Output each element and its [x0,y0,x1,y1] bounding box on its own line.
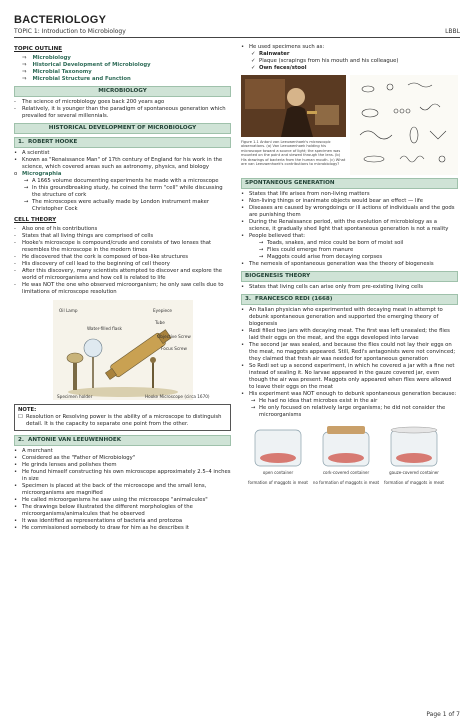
list-item: - Also one of his contributions [14,226,98,232]
fig-label-flask: Water-filled flask [86,326,122,331]
note-label: NOTE: [18,407,37,413]
list-item: • He grinds lenses and polishes them [14,462,117,468]
fig-label-eyepiece: Eyepiece [152,308,172,313]
painting-image [241,75,346,137]
list-item: • It was identified as representations of bacteria and protozoa [14,518,183,524]
jar-caption: formation of maggots in meat [248,480,308,485]
right-column [241,44,458,532]
list-item: • So Redi set up a second experiment, in which he covered a jar with a fine net instead of sealing it. No larvae appeared in the gauze covered jar, even though the air was present. Maggots only appeared when flies were allowed to leave their eggs on the meat [241,363,455,390]
list-item: - His discovery of cell lead to the beginning of cell theory [14,261,170,267]
list-item: • The second jar was sealed, and because the flies could not lay their eggs on the meat, no maggots appeared. Still, Redi's antagonists were not convinced; they claimed that fresh air was needed for spontaneous generation [241,342,456,362]
list-item: → He only focused on relatively large organisms; he did not consider the microorganisms [251,405,446,418]
jar-gauze [391,427,437,466]
list-item: • He commissioned somebody to draw for him as he describes it [14,525,189,531]
list-item: • His experiment was NOT enough to debunk spontaneous generation because: [241,391,457,397]
cell-theory-label: CELL THEORY [14,217,57,223]
list-item: - After this discovery, many scientists attempted to discover and explore the world of microorganisms and how cell is related to life [14,268,223,281]
note-item: ☐ Resolution or Resolving power is the ability of a microscope to distinguish detail. It is the capacity to separate one point from the other. [18,414,222,427]
figure-caption: Figure 1.1 Antoni van Leeuwenhoek's microscopic observations. (a) Van Leeuwenhoek holding his microscope toward a source of light; the specimen was mounted on the point and viewed through the lens. (b) His drawings of bacteria from the human mouth. (c) What are van Leeuwenhoek's contributions to microbiology? [241,140,346,167]
fig-label-tube: Tube [154,320,165,325]
list-item: • An Italian physician who experimented with decaying meat in attempt to debunk spontaneous generation and supported the emerging theory of biogenesis [241,307,443,327]
fig-caption: Hooke Microscope (circa 1670) [144,394,210,399]
list-item: • The nemesis of spontaneous generation was the theory of biogenesis [241,261,434,267]
list-item: • Known as "Renaissance Man" of 17th century of England for his work in the science, which covered areas such as astronomy, physics, and biology [14,157,223,170]
list-item: • A scientist [14,150,50,156]
list-item: - He was NOT the one who observed microorganism; he only saw cells due to limitations of microscope resolution [14,282,224,295]
outline-item: ⇒ Historical Development of Microbiology [22,62,231,69]
list-item: • He called microorganisms he saw using the microscope "animalcules" [14,497,208,503]
page-footer: Page 1 of 7 [426,711,460,718]
list-item: → A 1665 volume documenting experiments he made with a microscope [24,178,219,184]
jar-caption: formation of maggots in meat [384,480,444,485]
outline-label: TOPIC OUTLINE [14,46,63,52]
topic-title: TOPIC 1: Introduction to Microbiology [14,28,126,35]
list-item: - The science of microbiology goes back 200 years ago [14,99,165,105]
spontaneous-heading: SPONTANEOUS GENERATION [241,178,458,189]
list-item: • Redi filled two jars with decaying meat. The first was left unsealed; the flies laid their eggs on the meat, and the eggs developed into larvae [241,328,450,341]
history-bar: HISTORICAL DEVELOPMENT OF MICROBIOLOGY [14,123,231,134]
leeuwenhoek-photo [241,75,346,175]
hooke-microscope-figure [53,300,210,400]
note-box [14,404,231,431]
fig-label-specimen: Specimen holder [56,394,92,399]
list-item: • During the Renaissance period, with the evolution of microbiology as a science, it gradually shed light that spontaneous generation is not a reality [241,219,449,232]
list-item: • People believed that: [241,233,306,239]
hooke-heading: 1. ROBERT HOOKE [14,137,231,148]
redi-jars-figure [241,422,451,492]
redi-heading: 3. FRANCESCO REDI (1668) [241,294,458,305]
outline-item: ⇒ Microbiology [22,55,231,62]
jar-caption: no formation of maggots in meat [312,480,380,485]
jar-label: cork-covered container [322,470,370,475]
list-item: • He used specimens such as: [241,44,325,50]
header-divider [14,37,460,38]
list-item: • States that life arises from non-living matters [241,191,370,197]
list-item: • Considered as the "Father of Microbiology" [14,455,136,461]
list-item: - He discovered that the cork is composed of box-like structures [14,254,189,260]
fig-label-focus: Focus Screw [160,346,187,351]
jar-label: gauze-covered container [389,470,439,475]
list-item: → Toads, snakes, and mice could be born of moist soil [259,240,404,246]
list-item: ✓ Plaque (scrapings from his mouth and his colleague) [251,58,399,64]
list-item: ✓ Rainwater [251,51,290,57]
jar-open [255,430,301,466]
list-item: • A merchant [14,448,53,454]
list-item: • Diseases are caused by wrongdoings or ill actions of individuals and the gods are punishing them [241,205,455,218]
doc-title: BACTERIOLOGY [14,14,107,26]
list-item: • Non-living things or inanimate objects would bear an effect — life [241,198,424,204]
list-item: → Flies could emerge from manure [259,247,354,253]
fig-label-lamp: Oil Lamp [58,308,78,313]
fig-label-objective: Objective Screw [156,334,191,339]
doc-subheader [14,28,460,35]
list-item: → The microscopes were actually made by London instrument maker Christopher Cock [24,199,210,212]
list-item: → He had no idea that microbes exist in the air [251,398,378,404]
leeuwenhoek-figure [241,75,458,175]
outline-item: ⇒ Microbial Structure and Function [22,76,231,83]
course-code: LBBL [445,28,460,35]
biogenesis-heading: BIOGENESIS THEORY [241,271,458,282]
jar-cork [323,426,369,466]
list-item: • Specimen is placed at the back of the microscope and the small lens, microorganisms are magnified [14,483,207,496]
list-item: • He found himself constructing his own microscope approximately 2.5–4 inches in size [14,469,231,482]
list-item: → In this groundbreaking study, he coined the term "cell" while discussing the structure of cork [24,185,223,198]
left-column [14,44,231,532]
list-item: • States that living cells can arise only from pre-existing living cells [241,284,424,290]
outline-item: ⇒ Microbial Taxonomy [22,69,231,76]
list-item: → Maggots could arise from decaying corpses [259,254,383,260]
list-item: - Hooke's microscope is compound/crude and consists of two lenses that resembles the microscope in the modern times [14,240,212,253]
list-item: - States that all living things are comprised of cells [14,233,154,239]
leeuwenhoek-heading: 2. ANTONIE VAN LEEUWENHOEK [14,435,231,446]
outline-list [14,55,231,83]
list-item: • The drawings below illustrated the different morphologies of the microorganisms/animalcules that he observed [14,504,193,517]
list-item: ✓ Own feces/stool [251,65,307,71]
two-columns [14,44,460,532]
animalcules-drawing [350,75,458,175]
list-item: o Micrographia [14,171,62,177]
list-item: - Relatively, it is younger than the paradigm of spontaneous generation which prevailed for several millennials. [14,106,226,119]
microbiology-bar: MICROBIOLOGY [14,86,231,97]
jar-label: open container [262,470,294,475]
